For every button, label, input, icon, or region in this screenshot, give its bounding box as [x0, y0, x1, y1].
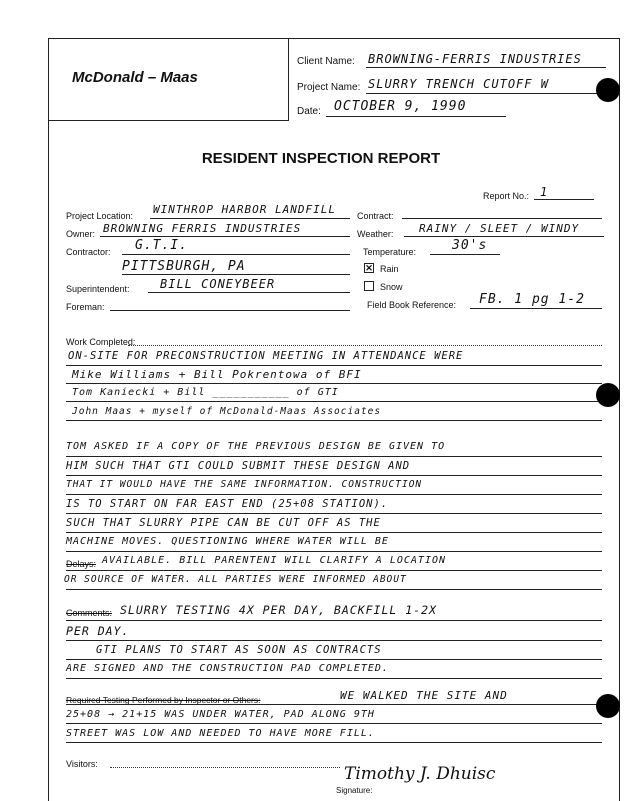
project-name-rule [366, 93, 606, 94]
delays-rule [66, 589, 602, 590]
work-line: THAT IT WOULD HAVE THE SAME INFORMATION. CONSTRUCTION [66, 479, 423, 490]
punch-hole [596, 383, 620, 407]
visitors-rule [110, 767, 340, 768]
superintendent-value: BILL CONEYBEER [160, 277, 276, 291]
contract-label: Contract: [357, 211, 394, 221]
weather-label: Weather: [357, 229, 394, 239]
work-rule [66, 383, 602, 384]
project-location-label: Project Location: [66, 211, 134, 221]
client-name-value: BROWNING-FERRIS INDUSTRIES [368, 52, 582, 66]
weather-rule [404, 236, 604, 237]
delays-label: Delays: [66, 559, 97, 569]
work-rule [66, 494, 602, 495]
work-rule [66, 551, 602, 552]
testing-rule [66, 723, 602, 724]
comments-line: GTI PLANS TO START AS SOON AS CONTRACTS [96, 644, 382, 656]
work-line: HIM SUCH THAT GTI COULD SUBMIT THESE DESIGN AND [66, 460, 411, 472]
work-line: TOM ASKED IF A COPY OF THE PREVIOUS DESIGN BE GIVEN TO [66, 441, 446, 452]
work-line: ON-SITE FOR PRECONSTRUCTION MEETING IN ATTENDANCE WERE [68, 350, 464, 362]
rain-checkbox[interactable]: ✕ [365, 263, 373, 273]
project-location-value: WINTHROP HARBOR LANDFILL [153, 203, 336, 216]
contractor-rule-1 [122, 254, 350, 255]
required-testing-label: Required Testing Performed by Inspector or Others: [66, 695, 261, 705]
report-no-label: Report No.: [483, 191, 530, 201]
work-line: Tom Kaniecki + Bill ___________ of GTI [72, 387, 339, 398]
work-rule [66, 532, 602, 533]
work-line: John Maas + myself of McDonald-Maas Associates [72, 406, 382, 417]
delays-rule [66, 570, 602, 571]
work-rule [66, 420, 602, 421]
comments-rule [66, 659, 602, 660]
project-name-label: Project Name: [297, 82, 361, 93]
contractor-rule-2 [122, 274, 350, 275]
comments-rule [66, 640, 602, 641]
date-label: Date: [297, 106, 321, 117]
comments-line: SLURRY TESTING 4X PER DAY, BACKFILL 1-2X [120, 603, 437, 617]
testing-line: STREET WAS LOW AND NEEDED TO HAVE MORE FILL. [66, 728, 375, 739]
report-title: RESIDENT INSPECTION REPORT [201, 150, 441, 167]
owner-value: BROWNING FERRIS INDUSTRIES [103, 222, 302, 235]
work-rule [66, 456, 602, 457]
field-book-rule [470, 308, 602, 309]
work-rule [66, 365, 602, 366]
temperature-rule [430, 254, 500, 255]
work-rule-0 [128, 345, 602, 346]
work-rule [66, 401, 602, 402]
client-name-label: Client Name: [297, 56, 355, 67]
date-rule [326, 116, 506, 117]
visitors-label: Visitors: [66, 759, 98, 769]
testing-rule [66, 704, 602, 705]
testing-line: WE WALKED THE SITE AND [340, 689, 508, 702]
work-line: MACHINE MOVES. QUESTIONING WHERE WATER WILL BE [66, 536, 389, 547]
owner-rule [100, 236, 350, 237]
testing-rule [66, 742, 602, 743]
work-rule [66, 475, 602, 476]
work-line: SUCH THAT SLURRY PIPE CAN BE CUT OFF AS THE [66, 517, 381, 529]
company-name: McDonald – Maas [72, 69, 198, 86]
comments-line: ARE SIGNED AND THE CONSTRUCTION PAD COMPLETED. [66, 663, 389, 674]
date-value: OCTOBER 9, 1990 [334, 99, 467, 114]
report-no-value: 1 [540, 185, 549, 199]
contractor-value-2: PITTSBURGH, PA [122, 259, 246, 274]
work-rule [66, 513, 602, 514]
report-no-rule [534, 199, 594, 200]
superintendent-rule [148, 292, 350, 293]
field-book-label: Field Book Reference: [367, 300, 457, 310]
temperature-value: 30's [452, 238, 488, 253]
superintendent-label: Superintendent: [66, 284, 130, 294]
delays-line: AVAILABLE. BILL PARENTENI WILL CLARIFY A LOCATION [102, 555, 447, 566]
foreman-label: Foreman: [66, 302, 105, 312]
project-name-value: SLURRY TRENCH CUTOFF W [368, 77, 549, 91]
signature-label: Signature: [336, 786, 373, 795]
contractor-value-1: G.T.I. [135, 238, 188, 253]
contractor-label: Contractor: [66, 247, 111, 257]
contract-rule [402, 218, 602, 219]
weather-value: RAINY / SLEET / WINDY [419, 222, 580, 235]
work-line: Mike Williams + Bill Pokrentowa of BFI [72, 368, 362, 381]
field-book-value: FB. 1 pg 1-2 [479, 292, 585, 307]
comments-rule [66, 678, 602, 679]
comments-rule [66, 620, 602, 621]
punch-hole [596, 78, 620, 102]
comments-label: Comments: [66, 608, 113, 618]
owner-label: Owner: [66, 229, 96, 239]
foreman-rule [110, 310, 350, 311]
project-location-rule [150, 218, 350, 219]
rain-label: Rain [380, 264, 399, 274]
client-name-rule [366, 67, 606, 68]
delays-line: OR SOURCE OF WATER. ALL PARTIES WERE INFORMED ABOUT [64, 574, 407, 585]
snow-label: Snow [380, 282, 403, 292]
comments-line: PER DAY. [66, 624, 130, 638]
snow-checkbox[interactable] [364, 281, 374, 291]
testing-line: 25+08 → 21+15 WAS UNDER WATER, PAD ALONG 9TH [66, 709, 375, 720]
signature-value: Timothy J. Dhuisc [344, 764, 496, 784]
punch-hole [596, 694, 620, 718]
temperature-label: Temperature: [363, 247, 417, 257]
work-line: IS TO START ON FAR EAST END (25+08 STATION). [66, 498, 389, 510]
work-completed-label: Work Completed: [66, 337, 136, 347]
